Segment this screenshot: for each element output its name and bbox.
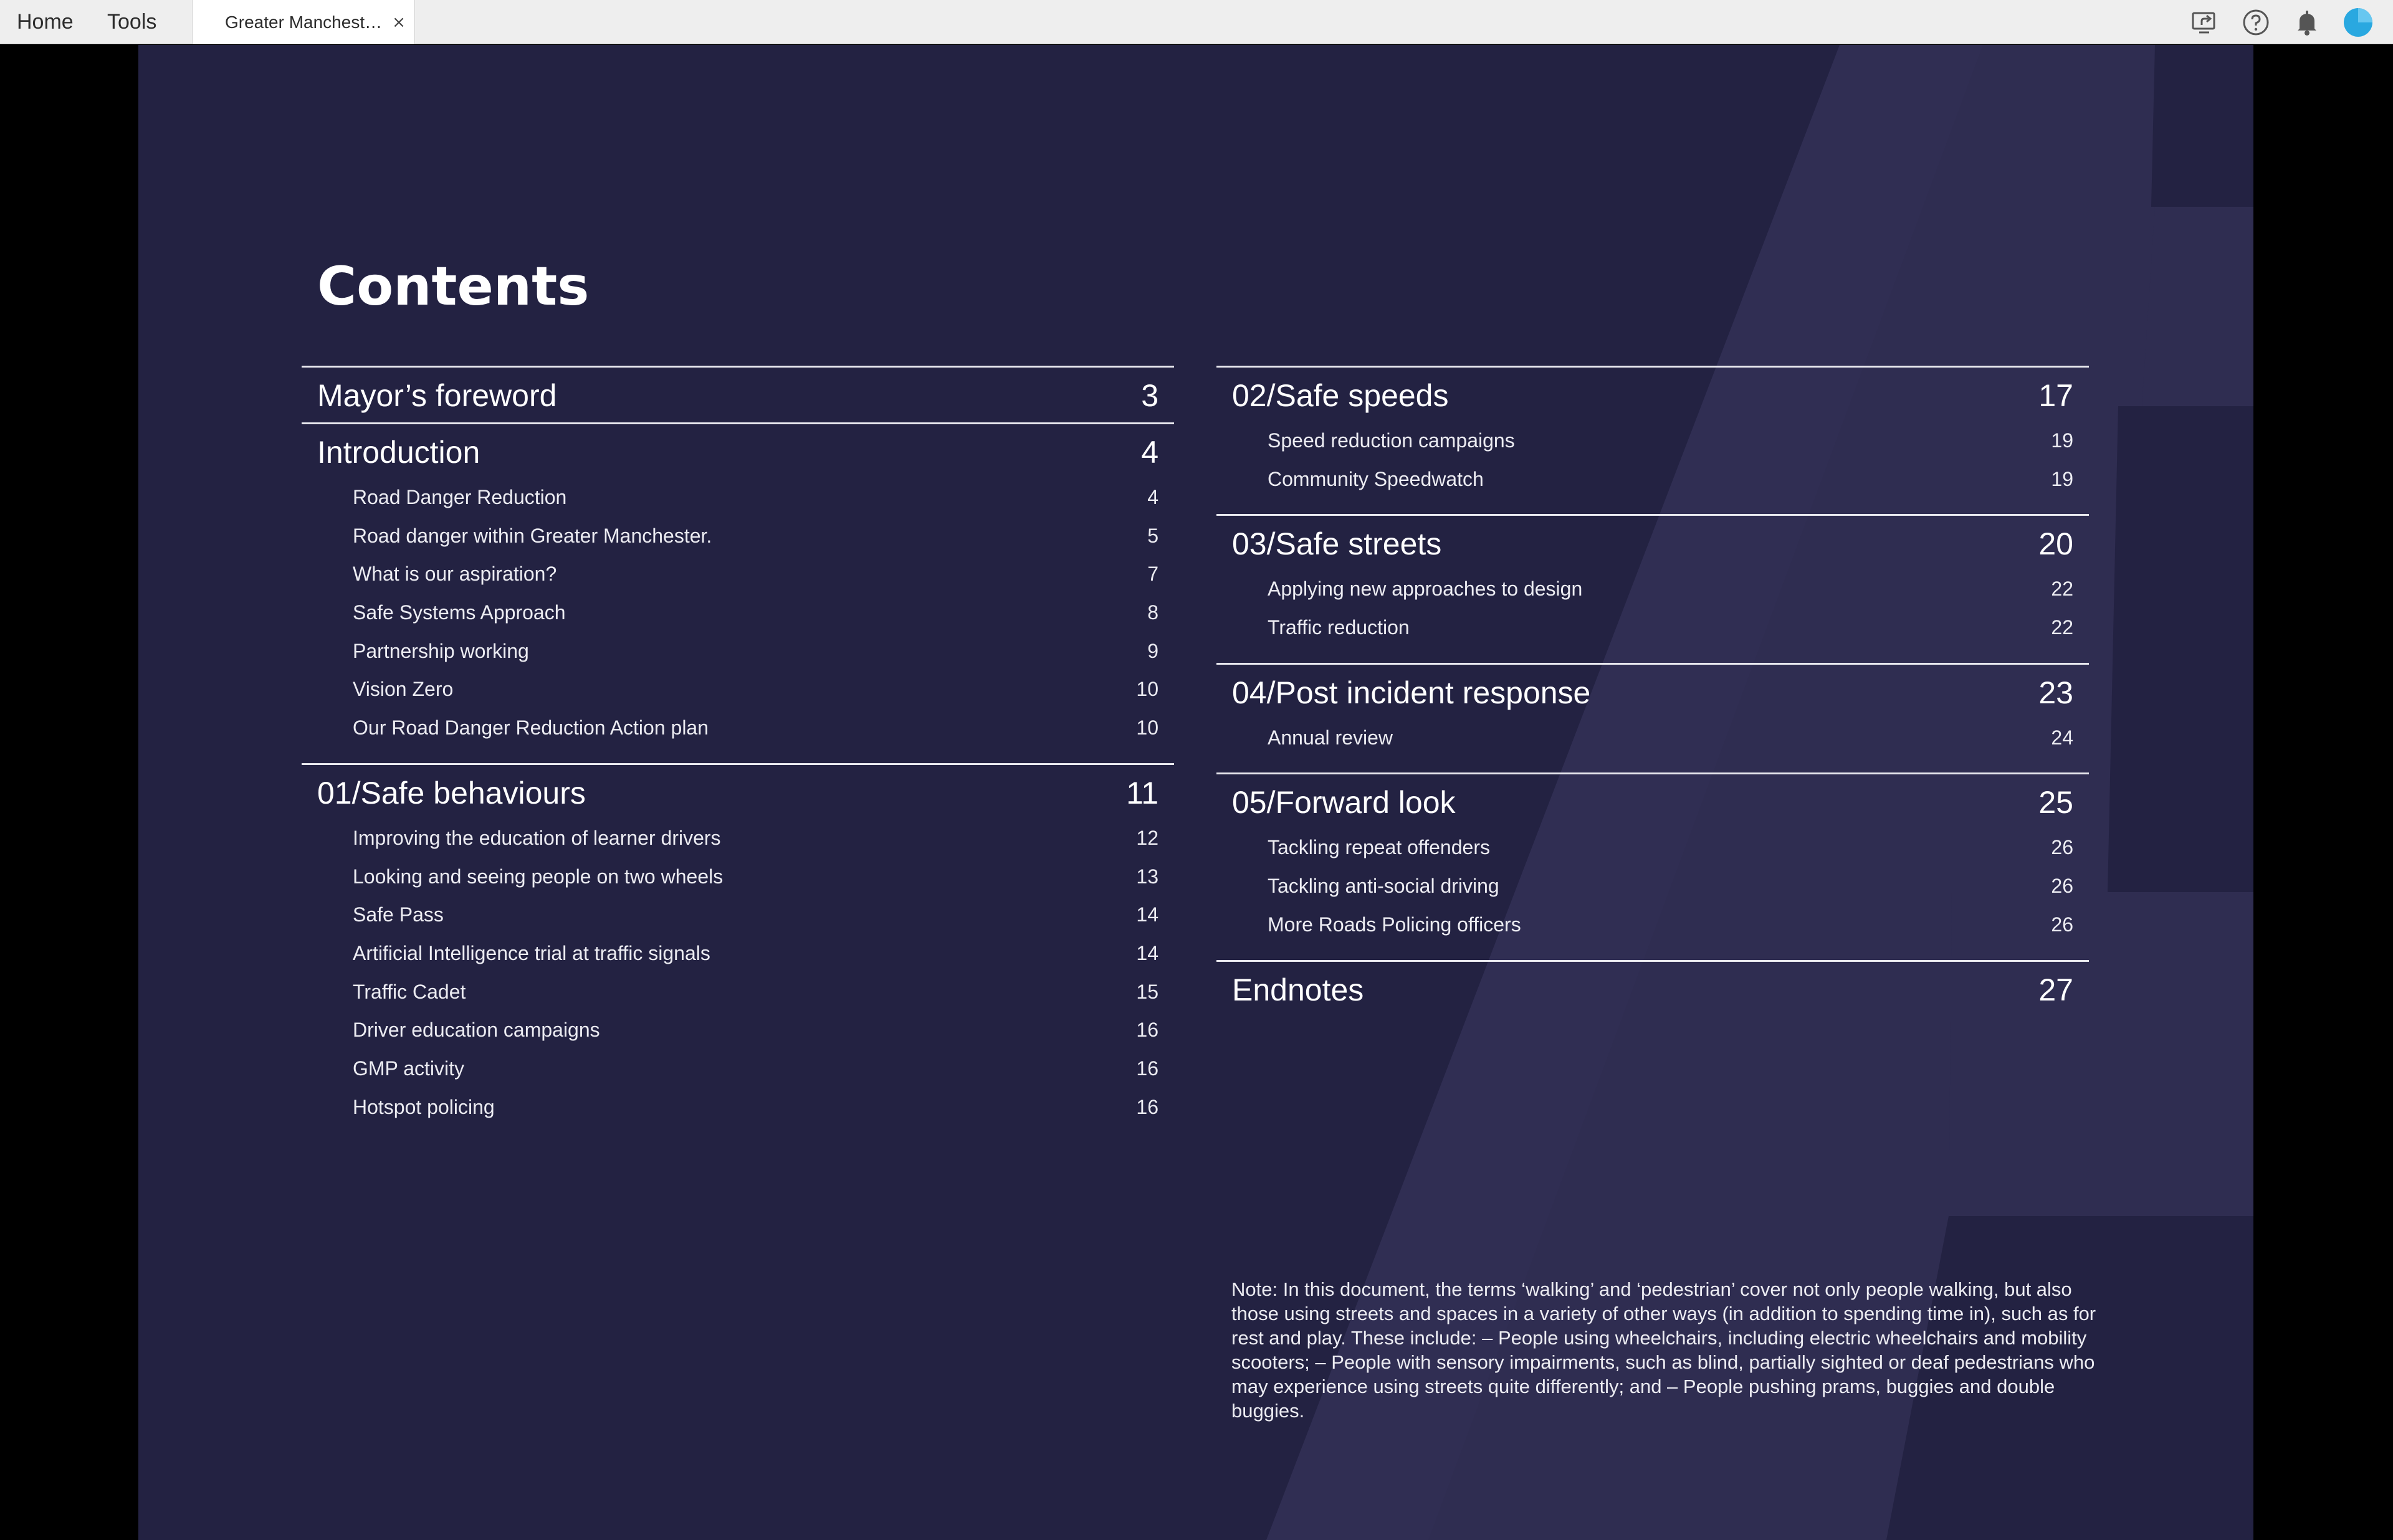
toc-item-page: 16 (1136, 1019, 1158, 1042)
close-tab-icon[interactable]: × (392, 13, 406, 32)
section-title: Introduction (317, 435, 480, 470)
toc-item-title: Road Danger Reduction (353, 486, 567, 508)
toc-item[interactable] (1216, 422, 2089, 461)
section-heading (302, 368, 1174, 422)
toc-item-page: 22 (2051, 578, 2073, 601)
toc-section-forward-look[interactable] (1216, 772, 2089, 959)
toc-item[interactable] (1216, 609, 2089, 648)
toc-item-title: Artificial Intelligence trial at traffic signals (353, 941, 710, 964)
toc-section-post-incident-response[interactable] (1216, 663, 2089, 773)
toc-item[interactable] (302, 1050, 1174, 1089)
section-heading (1216, 774, 2089, 829)
toc-item-title: Road danger within Greater Manchester. (353, 524, 712, 547)
section-heading (302, 424, 1174, 479)
toc-item[interactable] (1216, 829, 2089, 868)
toc-item[interactable] (1216, 868, 2089, 906)
toc-item-title: Community Speedwatch (1268, 467, 1484, 490)
nav-tools[interactable]: Tools (107, 10, 157, 34)
section-items (1216, 422, 2089, 514)
section-page-number: 23 (2038, 675, 2073, 710)
toc-item[interactable] (302, 1089, 1174, 1128)
toc-item-page: 26 (2051, 913, 2073, 936)
toc-section-safe-speeds[interactable] (1216, 366, 2089, 514)
toc-item-page: 4 (1147, 486, 1158, 508)
toc-item-title: Traffic Cadet (353, 980, 466, 1003)
toc-item-title: Driver education campaigns (353, 1019, 600, 1042)
section-items (302, 820, 1174, 1143)
section-page-number: 4 (1141, 435, 1158, 470)
toc-item-page: 16 (1136, 1095, 1158, 1118)
toc-item-title: More Roads Policing officers (1268, 913, 1521, 936)
section-page-number: 25 (2038, 785, 2073, 820)
toc-item-page: 7 (1147, 563, 1158, 586)
toc-item[interactable] (302, 671, 1174, 710)
toc-item-page: 10 (1136, 678, 1158, 701)
section-title: 04/Post incident response (1232, 675, 1591, 710)
toc-right-column (1216, 366, 2089, 1017)
section-heading (1216, 962, 2089, 1017)
toc-item-page: 16 (1136, 1057, 1158, 1080)
toc-item-page: 14 (1136, 903, 1158, 926)
toc-item-page: 19 (2051, 467, 2073, 490)
section-heading (1216, 516, 2089, 571)
toc-item[interactable] (302, 710, 1174, 748)
toc-item-page: 15 (1136, 980, 1158, 1003)
section-items (1216, 571, 2089, 662)
toc-item-title: Annual review (1268, 726, 1393, 749)
section-items (1216, 720, 2089, 773)
toc-item-title: Vision Zero (353, 678, 454, 701)
toc-item-page: 22 (2051, 616, 2073, 639)
toc-item-title: Traffic reduction (1268, 616, 1410, 639)
toc-item[interactable] (302, 896, 1174, 935)
toc-item-page: 13 (1136, 865, 1158, 888)
toc-item-title: Safe Pass (353, 903, 444, 926)
toc-section-safe-streets[interactable] (1216, 514, 2089, 662)
toc-item-title: Safe Systems Approach (353, 601, 566, 624)
toc-item-title: Looking and seeing people on two wheels (353, 865, 724, 888)
section-page-number: 20 (2038, 526, 2073, 562)
toc-item-title: Tackling anti-social driving (1268, 875, 1499, 898)
document-tab-label: Greater Manchest… (225, 12, 383, 32)
section-title: 03/Safe streets (1232, 526, 1442, 562)
toc-item[interactable] (302, 479, 1174, 518)
toc-item-title: Improving the education of learner drivers (353, 826, 721, 849)
account-avatar-icon[interactable] (2342, 6, 2374, 39)
toc-left-column (302, 366, 1174, 1142)
section-items (1216, 829, 2089, 959)
section-page-number: 17 (2038, 378, 2073, 413)
help-icon[interactable] (2240, 6, 2272, 39)
notifications-bell-icon[interactable] (2291, 6, 2323, 39)
section-page-number: 3 (1141, 378, 1158, 413)
section-page-number: 11 (1126, 775, 1158, 810)
toc-section-mayors-foreword[interactable] (302, 366, 1174, 422)
toc-item-title: Our Road Danger Reduction Action plan (353, 716, 709, 739)
toc-item-title: GMP activity (353, 1057, 464, 1080)
toc-item[interactable] (302, 935, 1174, 974)
toc-item[interactable] (302, 633, 1174, 672)
section-items (302, 479, 1174, 763)
app-top-bar (0, 0, 2393, 44)
toc-item[interactable] (302, 556, 1174, 594)
toc-item-title: Tackling repeat offenders (1268, 836, 1490, 859)
toc-item-page: 10 (1136, 716, 1158, 739)
toc-item-title: Applying new approaches to design (1268, 578, 1583, 601)
toc-item-page: 26 (2051, 875, 2073, 898)
toc-item[interactable] (302, 820, 1174, 858)
toc-item-page: 19 (2051, 429, 2073, 452)
section-title: 02/Safe speeds (1232, 378, 1449, 413)
toc-item-page: 9 (1147, 639, 1158, 662)
toc-item-page: 14 (1136, 941, 1158, 964)
toc-item[interactable] (302, 594, 1174, 633)
toc-item-page: 24 (2051, 726, 2073, 749)
share-screen-icon[interactable] (2188, 6, 2220, 39)
section-heading (1216, 665, 2089, 720)
document-page (138, 45, 2253, 1540)
section-heading (1216, 368, 2089, 422)
toc-item-title: What is our aspiration? (353, 563, 557, 586)
toc-section-safe-behaviours[interactable] (302, 763, 1174, 1143)
section-title: 05/Forward look (1232, 785, 1456, 820)
toc-item[interactable] (1216, 461, 2089, 500)
section-page-number: 27 (2038, 972, 2073, 1007)
toc-item-page: 5 (1147, 524, 1158, 547)
document-tab[interactable] (192, 0, 415, 44)
toc-item[interactable] (1216, 720, 2089, 758)
toc-item-page: 26 (2051, 836, 2073, 859)
toc-item[interactable] (1216, 906, 2089, 945)
toc-item[interactable] (302, 518, 1174, 556)
section-heading (302, 765, 1174, 820)
toc-item[interactable] (302, 974, 1174, 1012)
nav-home[interactable]: Home (17, 10, 74, 34)
toc-section-endnotes[interactable] (1216, 960, 2089, 1017)
toc-item[interactable] (302, 1012, 1174, 1050)
section-title: Endnotes (1232, 972, 1364, 1007)
terminology-note: Note: In this document, the terms ‘walking’ and ‘pedestrian’ cover not only people walking, but also those using streets and spaces in a variety of other ways (in addition to spending time in), such as for rest and play. These include: – People using wheelchairs, including electric wheelchairs and mobility scooters; – People with sensory impairments, such as blind, partially sighted or deaf pedestrians who may experience using streets quite differently; and – People pushing prams, buggies and double buggies. (1231, 1278, 2096, 1422)
toc-item-title: Partnership working (353, 639, 529, 662)
toc-item-page: 8 (1147, 601, 1158, 624)
toc-item[interactable] (302, 858, 1174, 897)
toc-item-title: Hotspot policing (353, 1095, 495, 1118)
toc-item-page: 12 (1136, 826, 1158, 849)
toc-section-introduction[interactable] (302, 422, 1174, 763)
section-title: Mayor’s foreword (317, 378, 557, 413)
toc-item-title: Speed reduction campaigns (1268, 429, 1515, 452)
toc-item[interactable] (1216, 571, 2089, 609)
section-title: 01/Safe behaviours (317, 775, 586, 810)
page-title: Contents (317, 255, 590, 318)
